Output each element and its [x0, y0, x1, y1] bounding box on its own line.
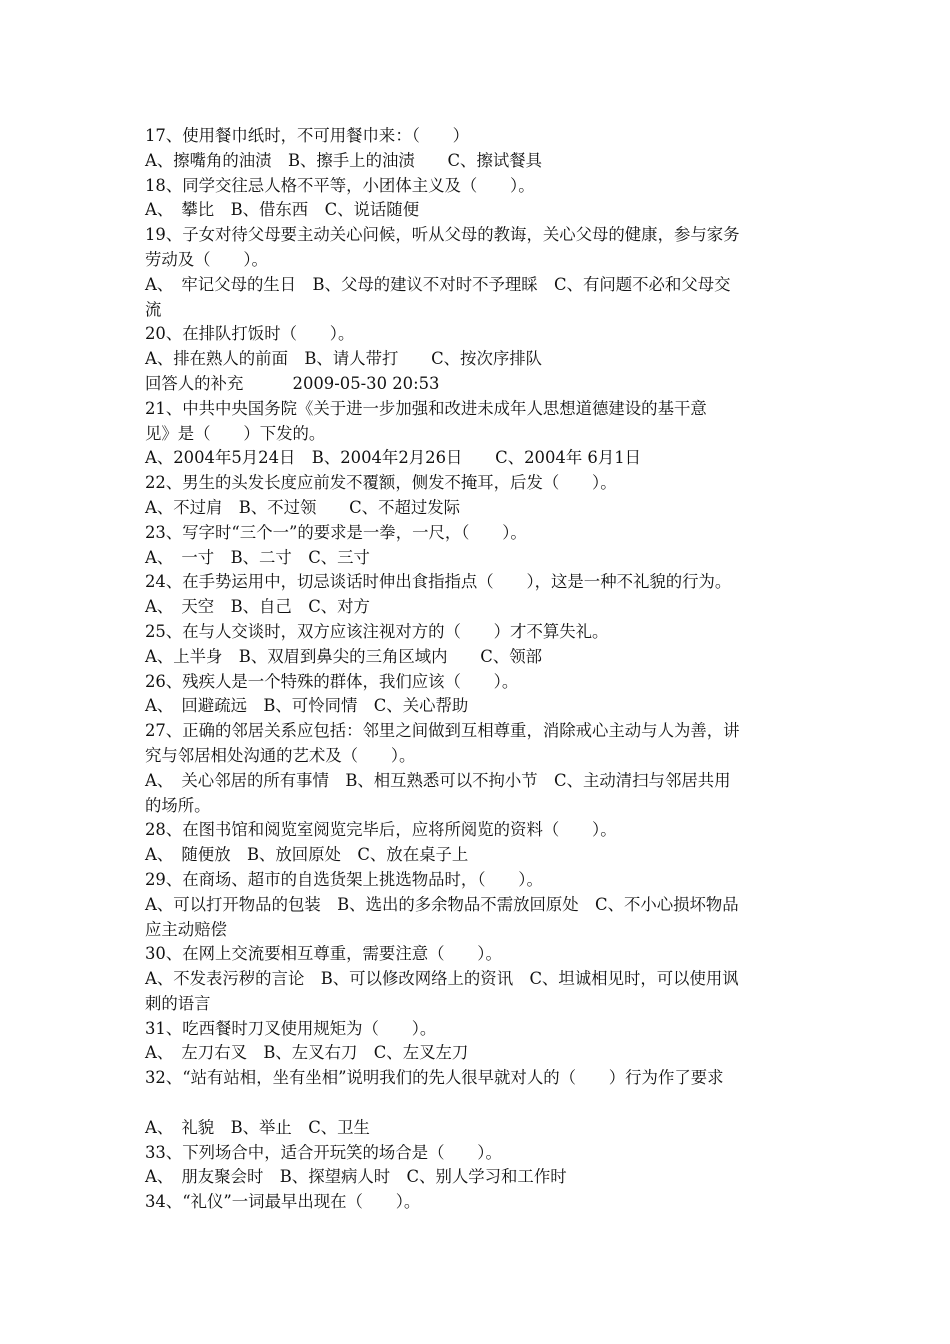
text-line-3: 18、同学交往忌人格不平等，小团体主义及（ ）。 — [145, 175, 535, 195]
text-line-23: 26、残疾人是一个特殊的群体，我们应该（ ）。 — [145, 671, 519, 691]
text-line-43: A、 朋友聚会时 B、探望病人时 C、别人学习和工作时 — [145, 1167, 567, 1187]
text-line-10: A、排在熟人的前面 B、请人带打 C、按次序排队 — [145, 349, 543, 369]
text-line-1: 17、使用餐巾纸时，不可用餐巾来：（ ） — [145, 126, 470, 145]
text-line-9: 20、在排队打饭时（ ）。 — [145, 324, 355, 344]
text-line-44: 34、“礼仪”一词最早出现在（ ）。 — [145, 1192, 421, 1212]
blank-line — [145, 1091, 815, 1116]
text-line-13: 见》是（ ）下发的。 — [145, 423, 326, 443]
text-line-37: 31、吃西餐时刀叉使用规矩为（ ）。 — [145, 1018, 437, 1038]
text-line-20: A、 天空 B、自己 C、对方 — [145, 597, 370, 617]
text-line-32: A、可以打开物品的包装 B、选出的多余物品不需放回原处 C、不小心损坏物品 — [145, 894, 739, 914]
text-line-42: 33、下列场合中，适合开玩笑的场合是（ ）。 — [145, 1142, 502, 1162]
text-line-30: A、 随便放 B、放回原处 C、放在桌子上 — [145, 845, 469, 865]
text-line-24: A、 回避疏远 B、可怜同情 C、关心帮助 — [145, 696, 469, 716]
text-line-14: A、2004年5月24日 B、2004年2月26日 C、2004年 6月1日 — [145, 448, 642, 468]
text-line-4: A、 攀比 B、借东西 C、说话随便 — [145, 200, 420, 220]
text-line-26: 究与邻居相处沟通的艺术及（ ）。 — [145, 745, 416, 765]
text-line-8: 流 — [145, 299, 162, 319]
text-line-38: A、 左刀右叉 B、左叉右刀 C、左叉左刀 — [145, 1043, 469, 1063]
text-line-11: 回答人的补充 2009-05-30 20:53 — [145, 373, 440, 393]
text-line-28: 的场所。 — [145, 795, 211, 815]
document-page — [145, 124, 815, 1215]
text-line-22: A、上半身 B、双眉到鼻尖的三角区域内 C、领部 — [145, 646, 543, 666]
text-line-39: 32、“站有站相，坐有坐相”说明我们的先人很早就对人的（ ）行为作了要求 — [145, 1068, 724, 1088]
text-line-25: 27、正确的邻居关系应包括：邻里之间做到互相尊重，消除戒心主动与人为善，讲 — [145, 721, 740, 741]
text-line-17: 23、写字时“三个一”的要求是一拳，一尺，（ ）。 — [145, 522, 527, 542]
text-line-2: A、擦嘴角的油渍 B、擦手上的油渍 C、擦试餐具 — [145, 150, 543, 170]
text-line-33: 应主动赔偿 — [145, 919, 227, 939]
text-line-16: A、不过肩 B、不过领 C、不超过发际 — [145, 497, 461, 517]
text-line-21: 25、在与人交谈时，双方应该注视对方的（ ）才不算失礼。 — [145, 621, 609, 641]
text-line-36: 刺的语言 — [145, 993, 211, 1013]
text-line-35: A、不发表污秽的言论 B、可以修改网络上的资讯 C、坦诚相见时，可以使用讽 — [145, 969, 739, 989]
text-line-34: 30、在网上交流要相互尊重，需要注意（ ）。 — [145, 944, 502, 964]
text-line-41: A、 礼貌 B、举止 C、卫生 — [145, 1117, 370, 1137]
text-line-12: 21、中共中央国务院《关于进一步加强和改进未成年人思想道德建设的基干意 — [145, 398, 707, 418]
text-line-27: A、 关心邻居的所有事情 B、相互熟悉可以不拘小节 C、主动清扫与邻居共用 — [145, 770, 731, 790]
text-line-5: 19、子女对待父母要主动关心问候，听从父母的教诲，关心父母的健康，参与家务 — [145, 225, 740, 245]
text-line-18: A、 一寸 B、二寸 C、三寸 — [145, 547, 370, 567]
text-line-6: 劳动及（ ）。 — [145, 249, 268, 269]
text-line-15: 22、男生的头发长度应前发不覆额，侧发不掩耳，后发（ ）。 — [145, 473, 617, 493]
text-line-19: 24、在手势运用中，切忌谈话时伸出食指指点（ ），这是一种不礼貌的行为。 — [145, 572, 732, 592]
text-line-7: A、 牢记父母的生日 B、父母的建议不对时不予理睬 C、有问题不必和父母交 — [145, 274, 731, 294]
text-line-31: 29、在商场、超市的自选货架上挑选物品时，（ ）。 — [145, 869, 543, 889]
text-line-29: 28、在图书馆和阅览室阅览完毕后，应将所阅览的资料（ ）。 — [145, 820, 617, 840]
